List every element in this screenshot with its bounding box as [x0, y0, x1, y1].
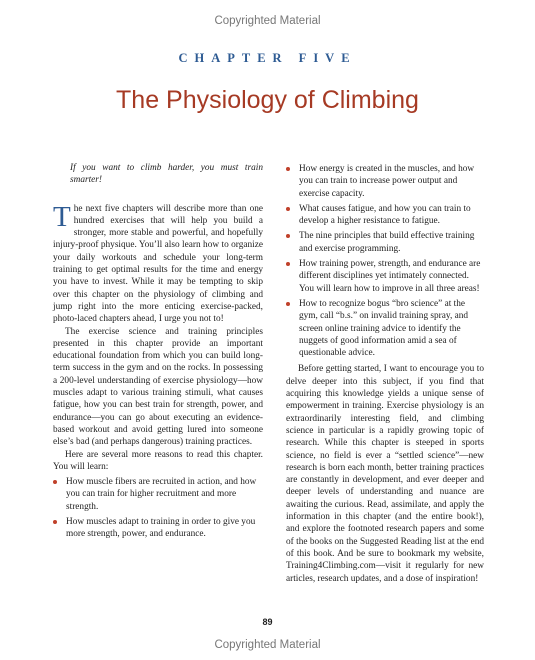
bullet-icon — [286, 167, 290, 171]
list-item: How to recognize bogus “bro science” at the gym, call “b.s.” on invalid training spray, and screen online training advice to identify the nuggets of good information amid a sea of questionable advice. — [286, 298, 484, 359]
list-item: What causes fatigue, and how you can train to develop a higher resistance to fatigue. — [286, 203, 484, 228]
left-column — [53, 162, 263, 545]
page-number: 89 — [262, 617, 273, 627]
epigraph: If you want to climb harder, you must train smarter! — [70, 163, 263, 186]
bullet-icon — [286, 302, 290, 306]
bullet-icon — [286, 234, 290, 238]
watermark-top: Copyrighted Material — [214, 15, 321, 27]
chapter-title: The Physiology of Climbing — [116, 86, 419, 114]
paragraph-getting-started: Before getting started, I want to encourage you to delve deeper into this subject, if you find that acquiring this knowledge yields a unique sense of empowerment in training. Exercise physiology is an extraordinarily interesting field, and climbing science in particular is a rapidly growing topic of research. While this chapter is steeped in sports science, no field is ever a “settled science”—new research is born each month, better training practices are constantly in development, and ever deeper and deeper levels of understanding and nuance are awaiting the curious. Read, assimilate, and apply the information in this chapter (and the entire book!), and explore the footnoted research papers and some of the books on the Suggested Reading list at the end of this book. And be sure to bookmark my website, Training4Climbing.com—visit it regularly for new articles, research updates, and a dose of inspiration! — [286, 364, 484, 584]
list-item: The nine principles that build effective training and exercise programming. — [286, 230, 484, 255]
list-item: How muscles adapt to training in order to give you more strength, power, and endurance. — [53, 516, 263, 541]
reasons-list-left — [53, 476, 263, 540]
reasons-list-right — [286, 163, 484, 359]
watermark-bottom: Copyrighted Material — [214, 639, 321, 651]
paragraph-reasons: Here are several more reasons to read this chapter. You will learn: — [53, 449, 263, 472]
list-item: How energy is created in the muscles, and how you can train to increase power output and exercise capacity. — [286, 163, 484, 200]
chapter-label: CHAPTER FIVE — [178, 51, 357, 65]
bullet-icon — [53, 480, 57, 484]
paragraph-foundation: The exercise science and training principles presented in this chapter provide an important educational foundation from which you can build long-term success in the gym and on the rocks. In possessing a 200-level understanding of exercise physiology—how muscles adapt to various training stimuli, what causes fatigue, how you can best train for strength, power, and endurance—you can go about executing an evidence-based workout and avoid getting lured into someone else’s bad (and perhaps dangerous) training practices. — [53, 326, 263, 448]
right-column — [286, 160, 484, 585]
intro-paragraph — [53, 200, 263, 326]
intro-text: he next five chapters will describe more than one hundred exercises that will help you build a stronger, more stable and powerful, and hopefully injury-proof physique. You’ll also learn how to organize your daily workouts and schedule your long-term training to get optimal results for the time and energy you have to invest. While it may be tempting to skip over this chapter on the physiology of climbing and jump right into the more enticing exercise-packed, photo-laced chapters ahead, I urge you not to! — [53, 203, 263, 325]
bullet-icon — [53, 520, 57, 524]
bullet-icon — [286, 262, 290, 266]
bullet-icon — [286, 207, 290, 211]
list-item: How training power, strength, and endurance are different disciplines yet intimately connected. You will learn how to improve in all three areas! — [286, 258, 484, 295]
list-item: How muscle fibers are recruited in action, and how you can train for higher recruitment and more strength. — [53, 476, 263, 513]
drop-cap: T — [53, 200, 71, 233]
